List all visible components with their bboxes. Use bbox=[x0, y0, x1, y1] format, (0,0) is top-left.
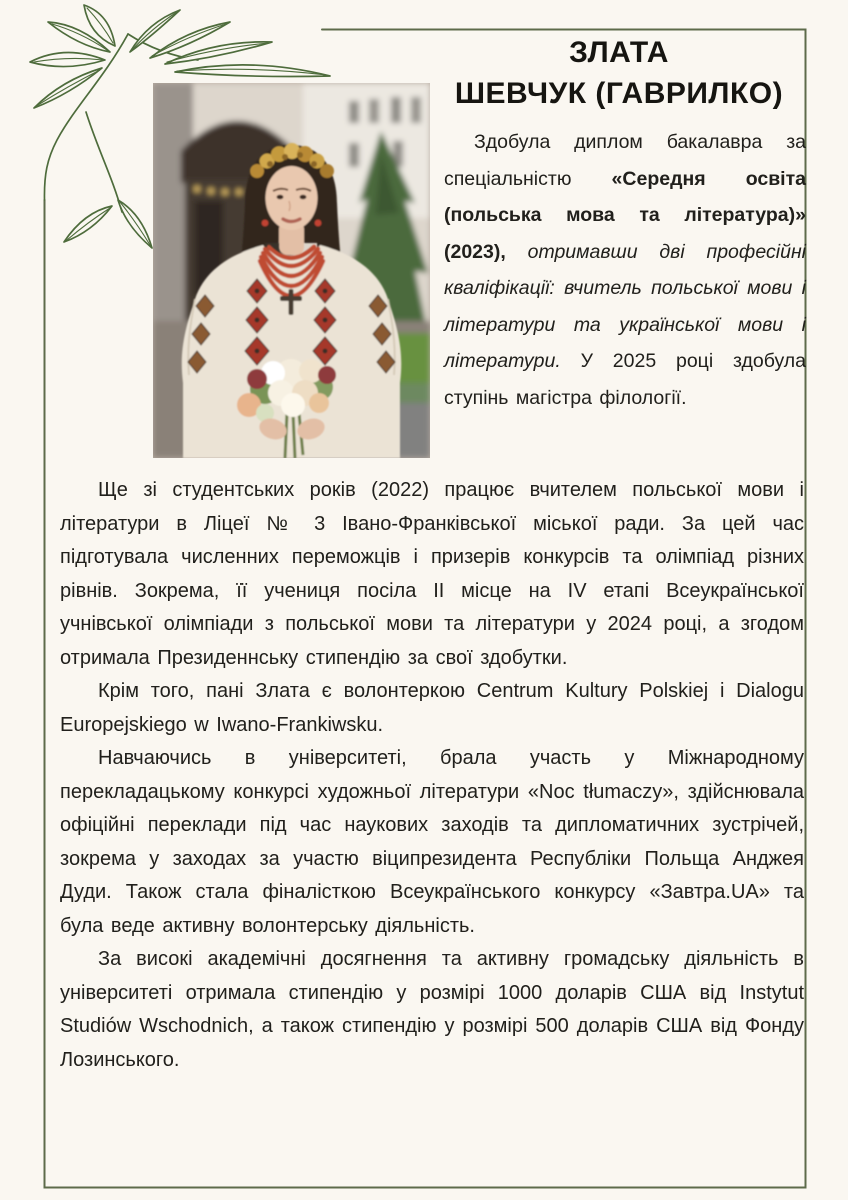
body-paragraph: Навчаючись в університеті, брала участь у Міжнародному перекладацькому конкурсі художньої літератури «Noc tłumaczy», здійснювала офіційні переклади під час наукових заходів та дипломатичних зустрічей, зокрема у заходах за участю віципрезидента Республіки Польща Анджея Дуди. Також стала фіналісткою Всеукраїнського конкурсу «Завтра.UA» та була веде активну волонтерську діяльність. bbox=[60, 747, 804, 937]
intro-segment-tail: У 2025 році здобула ступінь магістра філології. bbox=[444, 350, 806, 409]
title-first-name: ЗЛАТА bbox=[569, 36, 669, 69]
earring-left bbox=[262, 220, 269, 227]
body-paragraph: Ще зі студентських років (2022) працює вчителем польської мови і літератури в Ліцеї № 3 Івано-Франківської міської ради. За цей час підготувала численних переможців і призерів конкурсів та олімпіад різних рівнів. Зокрема, її учениця посіла II місце на IV етапі Всеукраїнської учнівської олімпіади з польської мови та літератури у 2024 році, а згодом отримала Президеннську стипендію за свої здобутки. bbox=[60, 479, 804, 669]
title-last-name: ШЕВЧУК (ГАВРИЛКО) bbox=[454, 77, 784, 110]
intro-segment-regular: Здобула диплом бакалавра за спеціальністю bbox=[444, 131, 806, 190]
portrait-photo-art bbox=[153, 83, 430, 458]
body-paragraph: За високі академічні досягнення та активну громадську діяльність в університеті отримала стипендію у розмірі 1000 доларів США від Instytut Studiów Wschodnich, а також стипендію у розмірі 500 доларів США від Фонду Лозинського. bbox=[60, 948, 804, 1071]
earring-right bbox=[315, 220, 322, 227]
page-title bbox=[430, 32, 808, 114]
intro-segment-italic: отримавши дві професійні кваліфікації: вчитель польської мови і літератури та української мови і літератури. bbox=[444, 240, 807, 372]
body-paragraph: Крім того, пані Злата є волонтеркою Centrum Kultury Polskiej i Dialogu Europejskiego w Iwano-Frankiwsku. bbox=[60, 680, 804, 736]
intro-paragraph bbox=[444, 124, 806, 416]
biography-text bbox=[60, 474, 804, 1077]
portrait-photo bbox=[153, 83, 430, 458]
intro-segment-bold: «Середня освіта (польська мова та література)» (2023), bbox=[444, 167, 806, 263]
face bbox=[266, 166, 318, 230]
